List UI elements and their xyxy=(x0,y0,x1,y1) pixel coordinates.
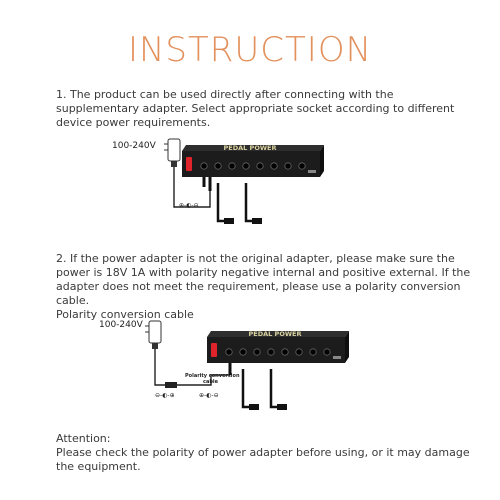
red-button-icon xyxy=(211,343,217,357)
step-2-subtext: Polarity conversion cable xyxy=(56,308,194,321)
step-2-text xyxy=(56,252,471,322)
voltage-label: 100-240V xyxy=(99,320,143,330)
cable-label: Polarity conversion xyxy=(185,373,240,379)
attention-block xyxy=(56,432,471,474)
step-1-text: 1. The product can be used directly after connecting with the supplementary adapter. Select appropriate socket according to different device power requirements. xyxy=(56,88,455,129)
pedal-label: PEDAL POWER xyxy=(248,330,302,338)
cable-label-2: cable xyxy=(203,379,219,385)
attention-text: Please check the polarity of power adapter before using, or it may damage the equipment. xyxy=(56,446,470,473)
red-button-icon xyxy=(186,157,192,171)
step-1-diagram xyxy=(100,135,340,237)
polarity-symbol-icon: ⊕-◐-⊖ xyxy=(179,202,199,209)
step-2-diagram xyxy=(95,315,360,427)
polarity-symbol-icon-2: ⊕-◐-⊖ xyxy=(199,392,219,399)
power-adapter-icon xyxy=(164,139,180,167)
polarity-symbol-icon: ⊖-◐-⊕ xyxy=(155,392,175,399)
pedal-power-unit xyxy=(182,144,324,177)
page-title: INSTRUCTION xyxy=(127,30,373,70)
pedal-label: PEDAL POWER xyxy=(223,144,277,152)
power-adapter-icon xyxy=(145,321,161,349)
pedal-power-unit xyxy=(207,330,349,363)
step-2-body: 2. If the power adapter is not the original adapter, please make sure the power is 18V 1A with polarity negative internal and positive external. If the adapter does not meet the requirement, please use a polarity conversion cable. xyxy=(56,252,471,307)
voltage-label: 100-240V xyxy=(112,141,156,151)
attention-heading: Attention: xyxy=(56,432,111,445)
